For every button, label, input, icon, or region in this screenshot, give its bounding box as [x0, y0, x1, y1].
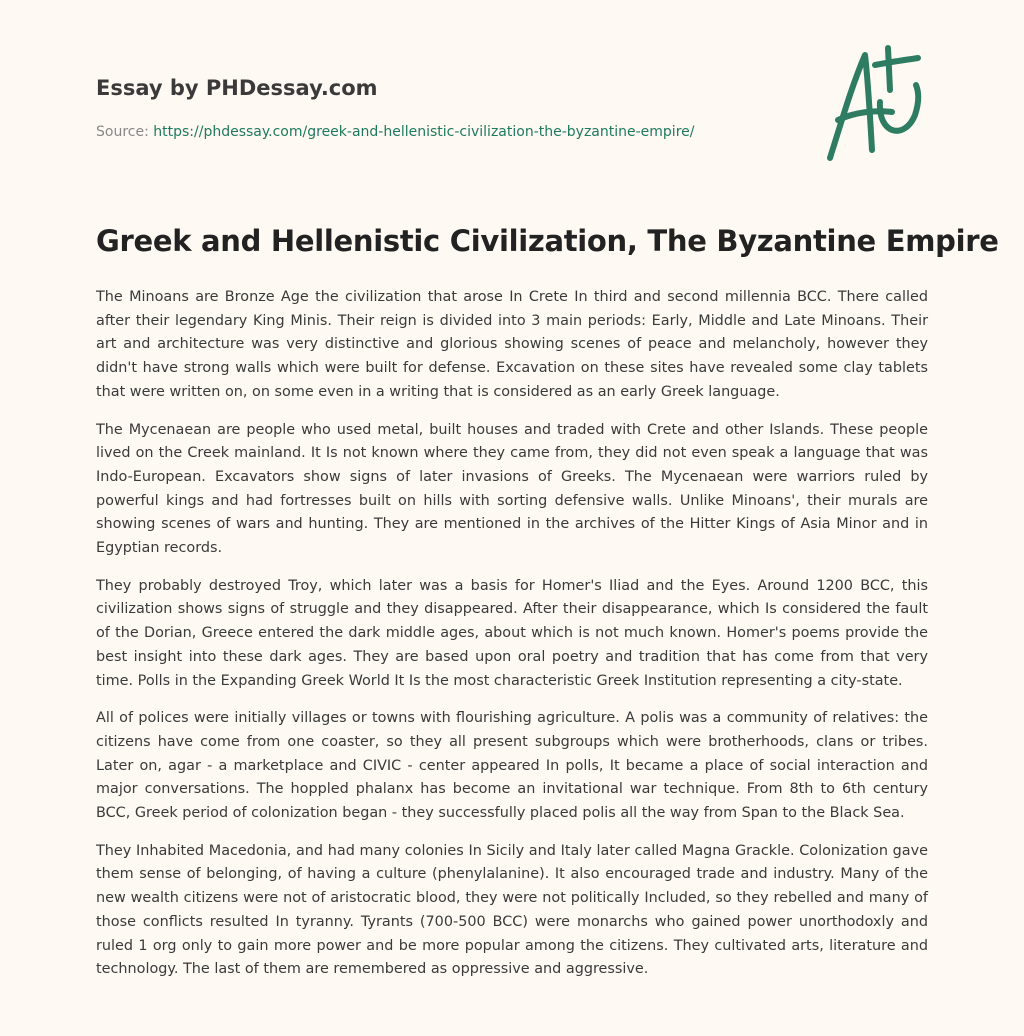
paragraph: They probably destroyed Troy, which later was a basis for Homer's Iliad and the Eyes. Around 1200 BCC, this civilization shows signs of struggle and they disappeared. After their disappearance, which Is considered the fault of the Dorian, Greece entered the dark middle ages, about which is not much known. Homer's poems provide the best insight into these dark ages. They are based upon oral poetry and tradition that has come from that very time. Polls in the Expanding Greek World It Is the most characteristic Greek Institution representing a city-state.	[96, 577, 928, 689]
article-body	[96, 286, 928, 996]
paragraph: They Inhabited Macedonia, and had many colonies In Sicily and Italy later called Magna Grackle. Colonization gave them sense of belonging, of having a culture (phenylalanine). It also encouraged trade and industry. Many of the new wealth citizens were not of aristocratic blood, they were not politically Included, so they rebelled and many of those conflicts resulted In tyranny. Tyrants (700-500 BCC) were monarchs who gained power unorthodoxly and ruled 1 org only to gain more power and be more popular among the citizens. They cultivated arts, literature and technology. The last of them are remembered as oppressive and aggressive.	[96, 842, 928, 978]
paragraph: The Minoans are Bronze Age the civilization that arose In Crete In third and second millennia BCC. There called after their legendary King Minis. Their reign is divided into 3 main periods: Early, Middle and Late Minoans. Their art and architecture was very distinctive and glorious showing scenes of peace and melancholy, however they didn't have strong walls which were built for defense. Excavation on these sites have revealed some clay tablets that were written on, on some even in a writing that is considered as an early Greek language.	[96, 289, 928, 400]
source-line	[96, 124, 694, 140]
brand-title: Essay by PHDessay.com	[96, 76, 378, 100]
site-header	[96, 76, 378, 100]
paragraph: The Mycenaean are people who used metal, built houses and traded with Crete and other Islands. These people lived on the Creek mainland. It Is not known where they came from, they did not even speak a language that was Indo-European. Excavators show signs of later invasions of Greeks. The Mycenaean were warriors ruled by powerful kings and had fortresses built on hills with sorting defensive walls. Unlike Minoans', their murals are showing scenes of wars and hunting. They are mentioned in the archives of the Hitter Kings of Asia Minor and in Egyptian records.	[96, 421, 928, 557]
paragraph: All of polices were initially villages or towns with flourishing agriculture. A polis was a community of relatives: the citizens have come from one coaster, so they all present subgroups which were brotherhoods, clans or tribes. Later on, agar - a marketplace and CIVIC - center appeared In polls, It became a place of social interaction and major conversations. The hoppled phalanx has become an invitational war technique. From 8th to 6th century BCC, Greek period of colonization began - they successfully placed polis all the way from Span to the Black Sea.	[96, 710, 928, 822]
source-link[interactable]: https://phdessay.com/greek-and-hellenistic-civilization-the-byzantine-empire/	[153, 124, 695, 140]
source-label: Source:	[96, 124, 149, 140]
article-title: Greek and Hellenistic Civilization, The Byzantine Empire	[96, 224, 999, 258]
a-plus-logo-icon	[820, 40, 930, 165]
